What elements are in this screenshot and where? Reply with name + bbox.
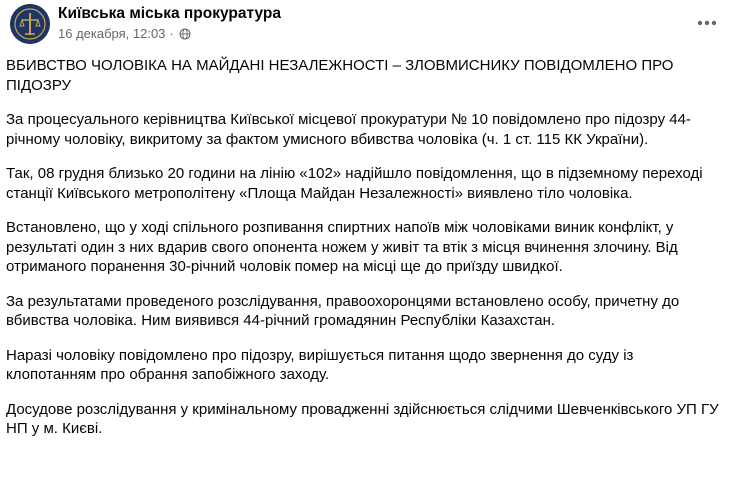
page-name-link[interactable]: Київська міська прокуратура (58, 5, 281, 22)
post-paragraph: За процесуального керівництва Київської місцевої прокуратури № 10 повідомлено про підозру 44-річному чоловіку, викритому за фактом умисного вбивства чоловіка (ч. 1 ст. 115 КК України). (6, 111, 691, 148)
post-meta (58, 26, 191, 41)
post-paragraph: Так, 08 грудня близько 20 години на лінію «102» надійшло повідомлення, що в підземному переході станції Київського метрополітену «Площа Майдан Незалежності» виявлено тіло чоловіка. (6, 165, 703, 202)
post-timestamp-link[interactable]: 16 декабря, 12:03 (58, 26, 166, 41)
post-header (10, 4, 726, 44)
more-options-icon (697, 20, 717, 26)
post-text (6, 56, 722, 439)
globe-icon[interactable] (179, 28, 191, 40)
post-paragraph: Досудове розслідування у кримінальному провадженні здійснюється слідчими Шевченківського УП ГУ НП у м. Києві. (6, 400, 719, 437)
post-paragraph: Встановлено, що у ході спільного розпивання спиртних напоїв між чоловіками виник конфлікт, у результаті один з них вдарив свого опонента ножем у живіт та втік з місця вчинення злочину. Від отриманого поранення 30-річний чоловік помер на місці ще до приїзду швидкої. (6, 219, 678, 275)
post-paragraph: За результатами проведеного розслідування, правоохоронцями встановлено особу, причетну до вбивства чоловіка. Ним виявився 44-річний громадянин Республіки Казахстан. (6, 292, 680, 329)
post-paragraph: Наразі чоловіку повідомлено про підозру, вирішується питання щодо звернення до суду із клопотанням про обрання запобіжного заходу. (6, 346, 634, 383)
post-headline: ВБИВСТВО ЧОЛОВІКА НА МАЙДАНІ НЕЗАЛЕЖНОСТІ – ЗЛОВМИСНИКУ ПОВІДОМЛЕНО ПРО ПІДОЗРУ (6, 57, 674, 94)
page-avatar[interactable] (10, 4, 50, 44)
prosecutor-emblem-icon (10, 4, 50, 44)
more-options-button[interactable] (692, 8, 722, 38)
meta-separator: · (169, 26, 174, 41)
